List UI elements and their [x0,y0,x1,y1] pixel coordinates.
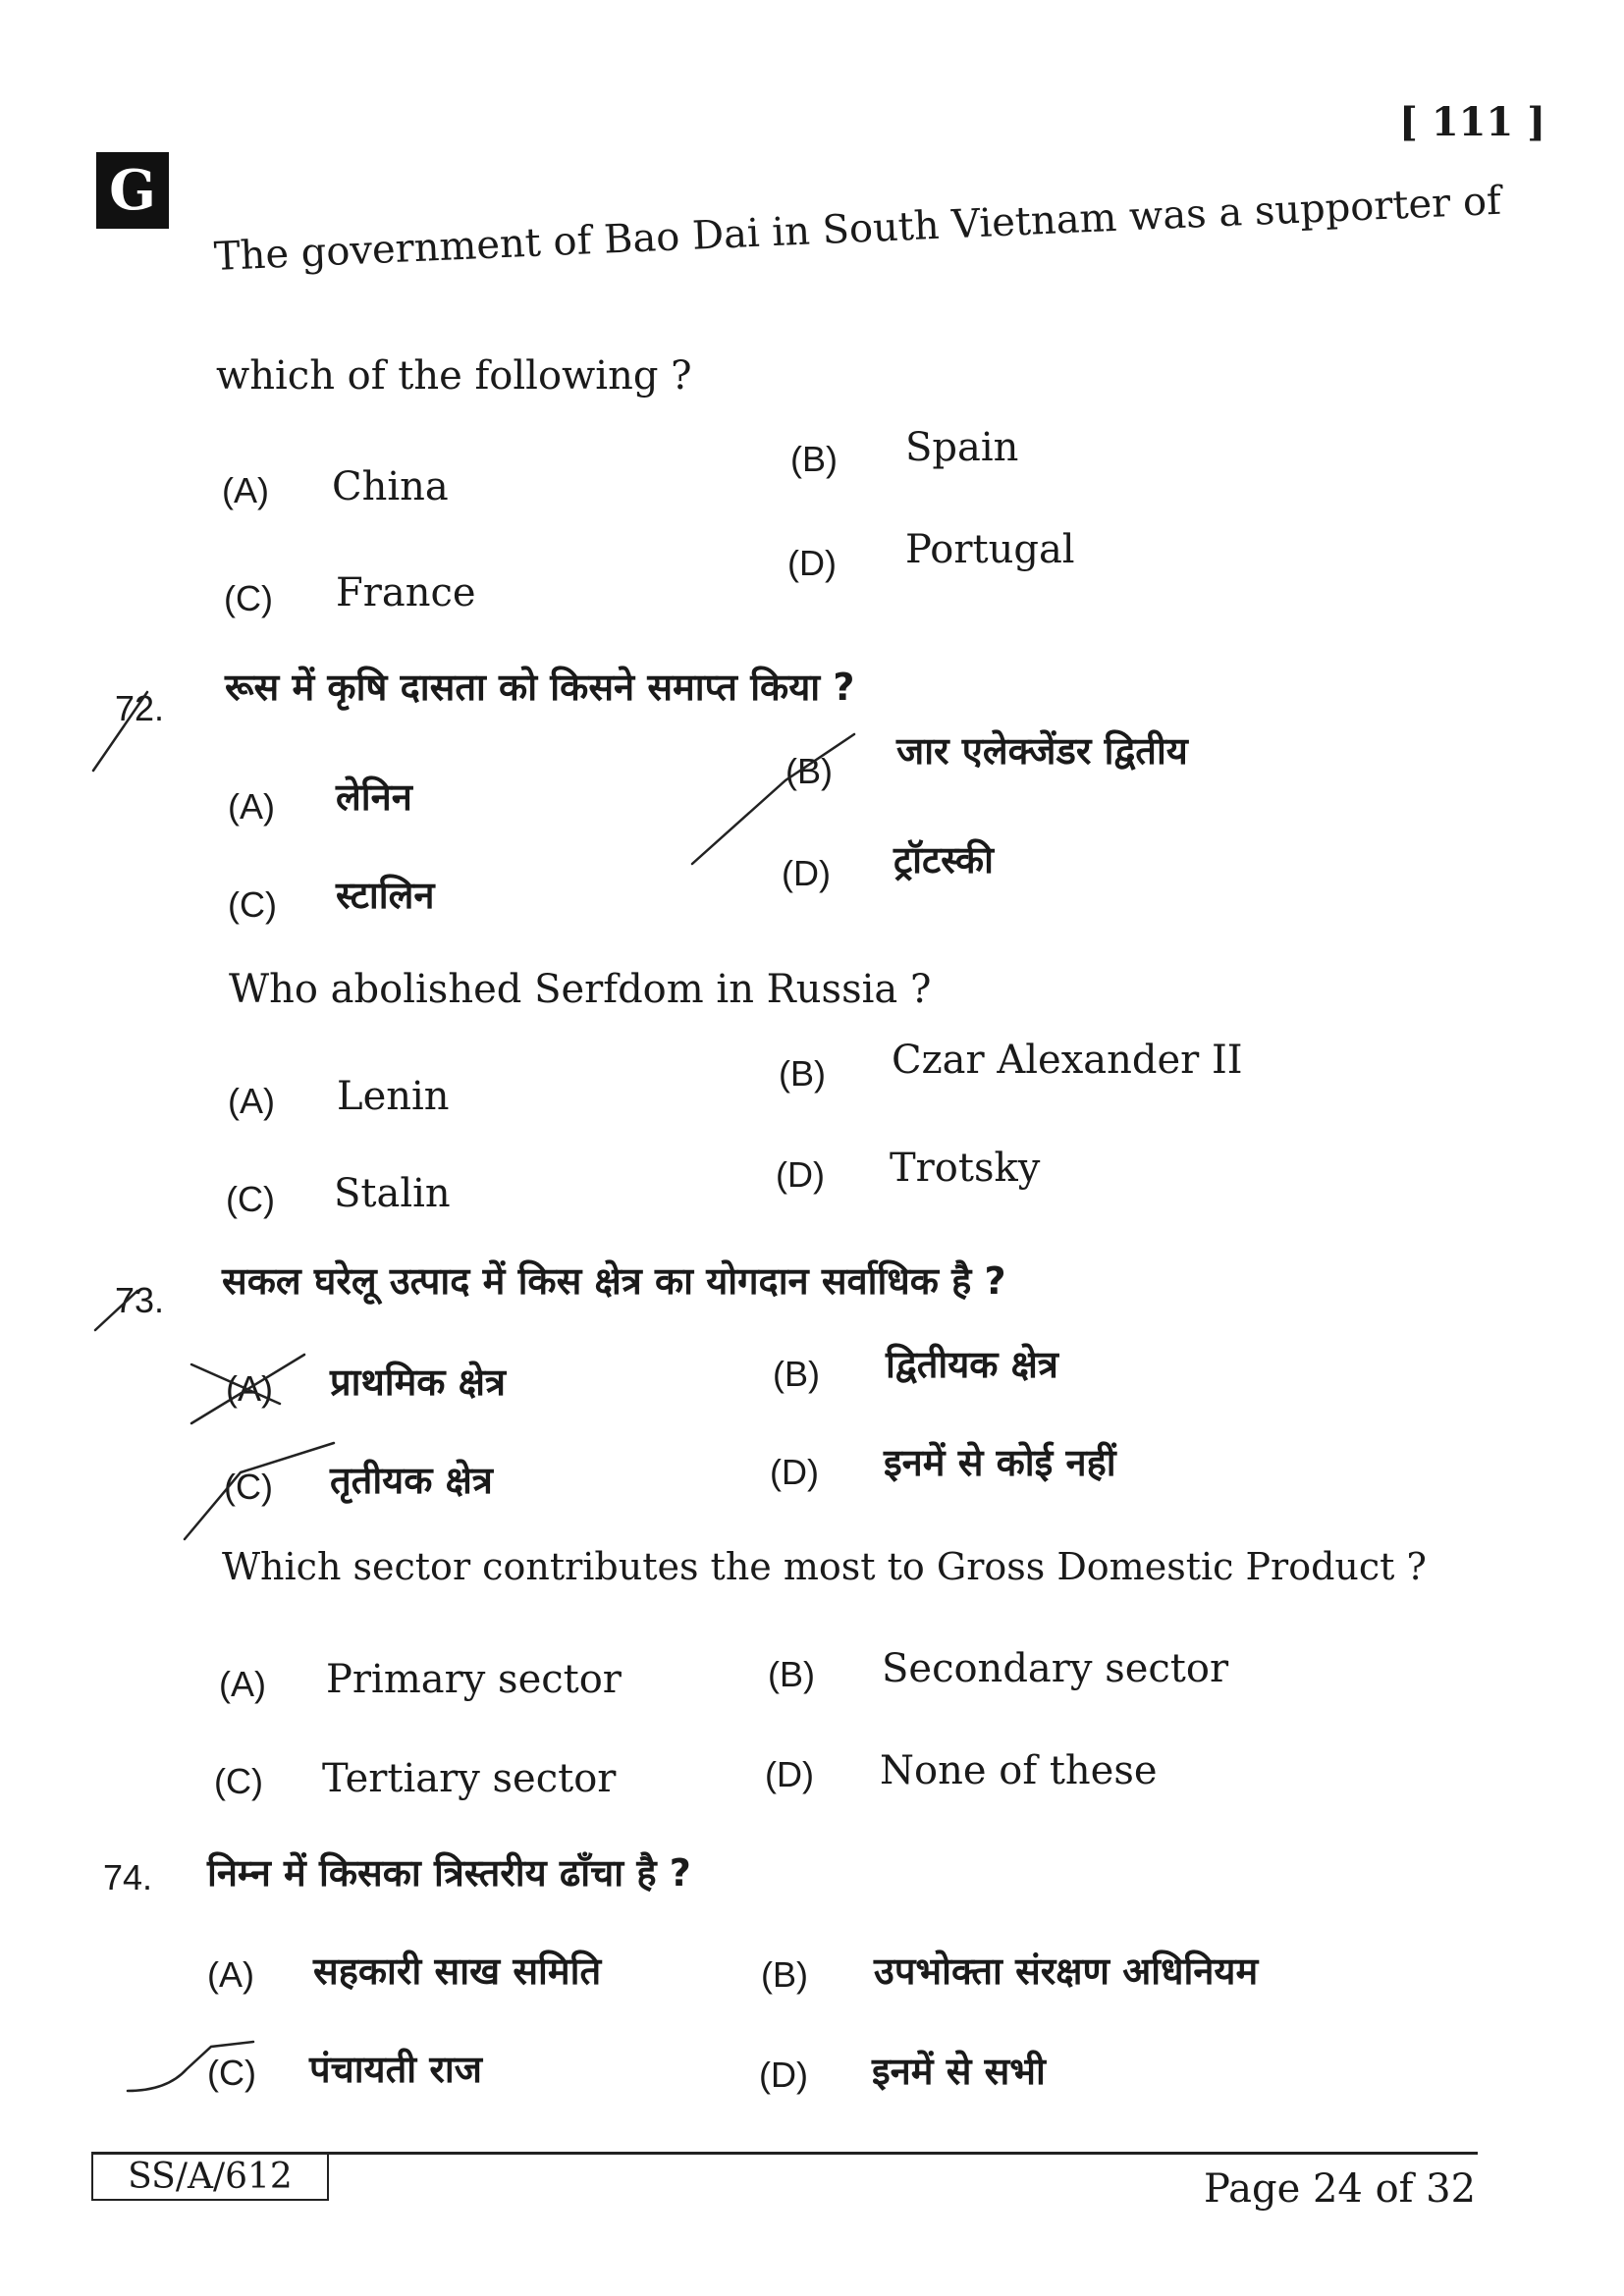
page-info: Page 24 of 32 [1204,2166,1477,2212]
q73-h-option-b-label: (B) [773,1354,820,1394]
q72-option-a: Lenin [337,1074,450,1119]
q74-option-a: सहकारी साख समिति [313,1949,602,1993]
q72-h-option-d: ट्रॉटस्की [893,838,994,881]
q73-option-c-label: (C) [214,1761,263,1801]
q74-option-b-label: (B) [761,1954,808,1995]
pen-tick-q73 [95,1291,137,1330]
q74-option-a-label: (A) [207,1954,254,1995]
question-73-hindi: सकल घरेलू उत्पाद में किस क्षेत्र का योगदान सर्वाधिक है ? [222,1259,1006,1303]
q72-h-option-a: लेनिन [336,775,412,819]
q73-h-option-c: तृतीयक क्षेत्र [330,1459,493,1502]
q72-h-option-c-label: (C) [228,884,277,925]
question-71-line1: The government of Bao Dai in South Vietnam was a supporter of [212,178,1502,280]
pen-tick-q73-c [185,1443,334,1539]
q73-option-a-label: (A) [219,1664,266,1704]
pen-cross-q73-a [191,1355,304,1423]
q71-option-c-label: (C) [224,578,273,618]
q73-h-option-a-label: (A) [226,1368,273,1409]
q71-option-d: Portugal [905,527,1075,572]
q73-option-c: Tertiary sector [322,1756,617,1801]
q73-option-b-label: (B) [768,1654,815,1694]
q71-option-a-label: (A) [222,470,269,510]
question-73-english: Which sector contributes the most to Gross Domestic Product ? [222,1545,1427,1588]
pen-tick-q72 [93,692,147,771]
q72-h-option-b-label: (B) [785,751,833,791]
q71-option-b: Spain [905,425,1019,470]
q74-option-d: इनमें से सभी [872,2050,1046,2093]
q73-h-option-c-label: (C) [224,1467,273,1507]
q72-option-d: Trotsky [890,1146,1041,1191]
q74-option-d-label: (D) [759,2055,808,2095]
q71-option-b-label: (B) [790,439,838,479]
q72-option-c: Stalin [334,1171,451,1216]
question-73-number: 73. [115,1280,165,1320]
question-72-hindi: रूस में कृषि दासता को किसने समाप्त किया ? [225,666,855,709]
question-72-number: 72. [115,688,165,728]
q73-option-d: None of these [880,1748,1158,1793]
q73-h-option-d-label: (D) [770,1452,819,1492]
question-72-english: Who abolished Serfdom in Russia ? [229,967,932,1012]
q73-h-option-b: द्वितीयक क्षेत्र [886,1343,1058,1386]
q72-option-c-label: (C) [226,1179,275,1219]
q73-h-option-d: इनमें से कोई नहीं [884,1441,1116,1484]
section-badge: G [96,152,169,229]
q72-h-option-b: जार एलेक्जेंडर द्वितीय [896,729,1188,773]
q72-h-option-c: स्टालिन [336,874,435,917]
q73-h-option-a: प्राथमिक क्षेत्र [330,1361,506,1404]
pen-tick-q74-c [128,2042,253,2091]
question-74-number: 74. [103,1857,153,1897]
pen-tick-q72-answer [692,734,854,864]
q72-option-d-label: (D) [776,1154,825,1195]
question-71-line2: which of the following ? [216,353,692,399]
q72-option-b: Czar Alexander II [892,1038,1243,1083]
q73-option-d-label: (D) [765,1754,814,1794]
q71-option-a: China [332,464,449,509]
q74-option-c-label: (C) [207,2053,256,2093]
q73-option-a: Primary sector [326,1657,622,1702]
page-marker: [ 111 ] [1399,99,1546,145]
q72-option-b-label: (B) [779,1053,826,1094]
q72-h-option-d-label: (D) [782,853,831,893]
q73-option-b: Secondary sector [882,1646,1229,1691]
q72-option-a-label: (A) [228,1081,275,1121]
q71-option-c: France [336,570,476,615]
paper-code: SS/A/612 [91,2154,329,2201]
q74-option-b: उपभोक्ता संरक्षण अधिनियम [874,1949,1259,1993]
q74-option-c: पंचायती राज [309,2048,482,2091]
q71-option-d-label: (D) [787,543,837,583]
q72-h-option-a-label: (A) [228,786,275,827]
question-74-hindi: निम्न में किसका त्रिस्तरीय ढाँचा है ? [207,1851,691,1895]
